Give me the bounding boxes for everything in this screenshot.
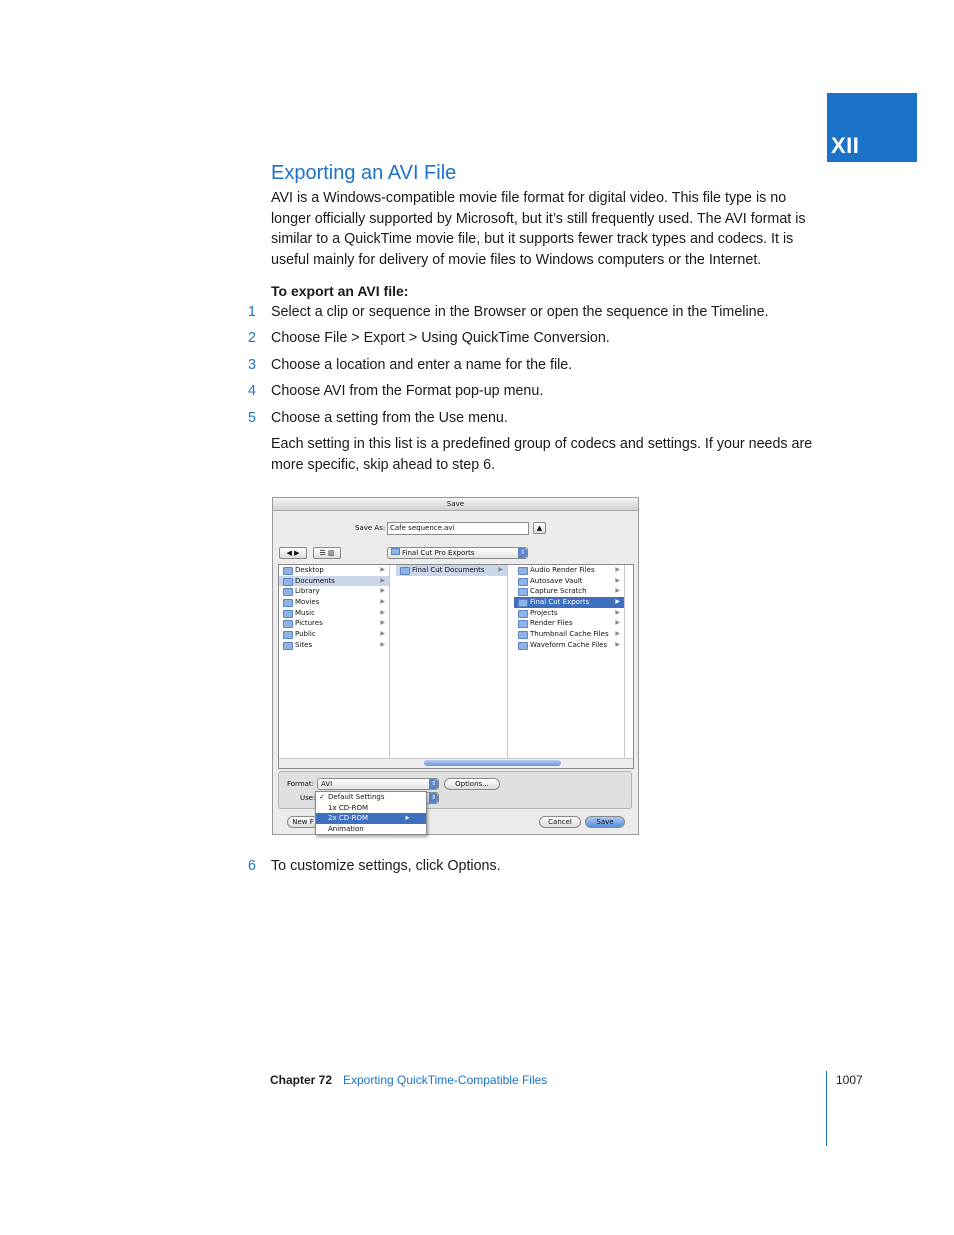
footer-chapter: Chapter 72 <box>270 1073 333 1087</box>
list-item[interactable]: Autosave Vault ▶ <box>514 576 624 587</box>
disclosure-icon: ▶ <box>380 566 385 573</box>
step-item <box>248 381 828 401</box>
step-number: 2 <box>248 330 256 346</box>
step-text: To customize settings, click Options. <box>271 858 501 874</box>
use-label: Use: <box>300 794 316 802</box>
format-label: Format: <box>287 780 315 788</box>
step-number: 1 <box>248 304 256 320</box>
list-item[interactable]: Movies ▶ <box>279 597 389 608</box>
menu-item[interactable]: 1x CD-ROM <box>328 803 369 812</box>
list-item[interactable]: Final Cut Documents ▶ <box>396 565 507 576</box>
cancel-button[interactable]: Cancel <box>539 816 581 828</box>
disclosure-icon: ▶ <box>615 608 620 616</box>
disclosure-icon: ▶ <box>380 619 385 627</box>
menu-item[interactable]: Animation <box>328 824 364 833</box>
folder-icon <box>518 631 528 639</box>
folder-icon <box>518 578 528 586</box>
folder-icon <box>391 548 400 555</box>
folder-icon <box>283 578 293 586</box>
step-item <box>248 328 828 348</box>
disclosure-icon: ▶ <box>615 576 620 584</box>
step-item <box>248 302 828 322</box>
browser-column-3 <box>514 565 625 758</box>
location-popup[interactable] <box>387 547 528 559</box>
menu-item[interactable]: 2x CD-ROM ➤ <box>316 813 426 824</box>
save-as-field[interactable]: Cafe sequence.avi <box>387 522 529 535</box>
step5-note: Each setting in this list is a predefined group of codecs and settings. If your needs are more specific, skip ahead to step 6. <box>271 436 813 473</box>
folder-icon <box>283 599 293 607</box>
location-value: Final Cut Pro Exports <box>402 549 475 557</box>
disclosure-icon: ▶ <box>380 576 385 584</box>
step-text: Choose a setting from the Use menu. <box>271 410 508 426</box>
list-item[interactable]: Capture Scratch ▶ <box>514 586 624 597</box>
scrollbar-thumb[interactable] <box>424 760 561 766</box>
folder-icon <box>518 588 528 596</box>
step-item <box>248 355 828 375</box>
folder-icon <box>518 567 528 575</box>
popup-arrows-icon: ⇕ <box>430 780 437 787</box>
step-item <box>248 856 828 876</box>
disclosure-icon: ▶ <box>615 619 620 627</box>
folder-icon <box>400 567 410 575</box>
step-number: 4 <box>248 383 256 399</box>
folder-icon <box>518 620 528 628</box>
list-item[interactable]: Documents ▶ <box>279 576 389 587</box>
list-view-icon: ☰ ▥ <box>319 549 335 557</box>
list-item[interactable]: Waveform Cache Files ▶ <box>514 640 624 651</box>
disclosure-icon: ▶ <box>498 566 503 573</box>
folder-icon <box>283 642 293 650</box>
save-dialog <box>272 497 639 835</box>
back-forward-icon: ◀ ▶ <box>286 549 300 557</box>
list-item[interactable]: Library ▶ <box>279 586 389 597</box>
browser-column-1 <box>279 565 390 758</box>
list-item[interactable]: Pictures ▶ <box>279 618 389 629</box>
use-menu <box>315 791 427 835</box>
step-number: 6 <box>248 858 256 874</box>
format-popup[interactable] <box>317 778 439 790</box>
disclosure-icon: ▶ <box>380 640 385 648</box>
step-number: 5 <box>248 410 256 426</box>
horizontal-scrollbar[interactable] <box>279 758 633 768</box>
expand-button[interactable] <box>533 522 546 534</box>
folder-icon <box>283 631 293 639</box>
footer-chapter-title: Exporting QuickTime-Compatible Files <box>343 1073 548 1087</box>
list-item[interactable]: Audio Render Files ▶ <box>514 565 624 576</box>
intro-paragraph: AVI is a Windows-compatible movie file format for digital video. This file type is no longer officially supported by Microsoft, but it’s still frequently used. The AVI format is similar to a QuickTime movie file, but it supports fewer track types and codecs. It is useful mainly for delivery of movie files to Windows computers or the Internet. <box>271 190 806 268</box>
section-title: Exporting an AVI File <box>271 162 457 184</box>
list-item[interactable]: Sites ▶ <box>279 640 389 651</box>
folder-icon <box>283 567 293 575</box>
list-item[interactable]: Public ▶ <box>279 629 389 640</box>
save-as-label: Save As: <box>355 524 386 532</box>
disclosure-icon: ▶ <box>615 598 620 606</box>
folder-icon <box>283 610 293 618</box>
file-browser[interactable] <box>278 564 634 769</box>
expand-icon: ▲ <box>536 524 543 532</box>
step-text: Choose a location and enter a name for the file. <box>271 357 573 373</box>
step-number: 3 <box>248 357 256 373</box>
checkmark-icon: ✓ <box>319 793 325 801</box>
browser-column-2 <box>396 565 508 758</box>
disclosure-icon: ▶ <box>615 587 620 595</box>
footer-divider <box>826 1071 827 1146</box>
save-button[interactable]: Save <box>585 816 625 828</box>
disclosure-icon: ▶ <box>615 566 620 573</box>
back-forward-buttons[interactable] <box>279 547 307 559</box>
new-folder-button[interactable]: New F <box>287 816 319 828</box>
step-text: Select a clip or sequence in the Browser or open the sequence in the Timeline. <box>271 304 769 320</box>
part-number: XII <box>831 133 860 158</box>
list-item[interactable]: Thumbnail Cache Files ▶ <box>514 629 624 640</box>
folder-icon <box>518 642 528 650</box>
menu-item[interactable]: ✓ Default Settings <box>319 793 385 801</box>
list-item[interactable]: Final Cut Exports ▶ <box>514 597 624 608</box>
list-item[interactable]: Render Files ▶ <box>514 618 624 629</box>
disclosure-icon: ▶ <box>380 608 385 616</box>
popup-arrows-icon: ⇕ <box>430 794 437 801</box>
folder-icon <box>283 588 293 596</box>
step-item <box>248 408 828 428</box>
page-number: 1007 <box>836 1073 863 1087</box>
disclosure-icon: ▶ <box>615 630 620 638</box>
part-tab <box>827 93 917 162</box>
list-item[interactable]: Music ▶ <box>279 608 389 619</box>
disclosure-icon: ▶ <box>615 640 620 648</box>
folder-icon <box>283 620 293 628</box>
folder-icon <box>518 599 528 607</box>
view-mode-buttons[interactable] <box>313 547 341 559</box>
popup-arrows-icon: ⇕ <box>519 549 526 556</box>
options-button[interactable]: Options... <box>444 778 500 790</box>
disclosure-icon: ▶ <box>380 587 385 595</box>
cursor-icon: ➤ <box>404 814 410 822</box>
list-item[interactable]: Desktop ▶ <box>279 565 389 576</box>
dialog-titlebar: Save <box>273 498 638 511</box>
disclosure-icon: ▶ <box>380 598 385 606</box>
list-item[interactable]: Projects ▶ <box>514 608 624 619</box>
step-text: Choose File > Export > Using QuickTime Conversion. <box>271 330 610 346</box>
disclosure-icon: ▶ <box>380 630 385 638</box>
folder-icon <box>518 610 528 618</box>
procedure-heading: To export an AVI file: <box>271 283 409 299</box>
format-value: AVI <box>321 780 333 788</box>
step-text: Choose AVI from the Format pop-up menu. <box>271 383 544 399</box>
